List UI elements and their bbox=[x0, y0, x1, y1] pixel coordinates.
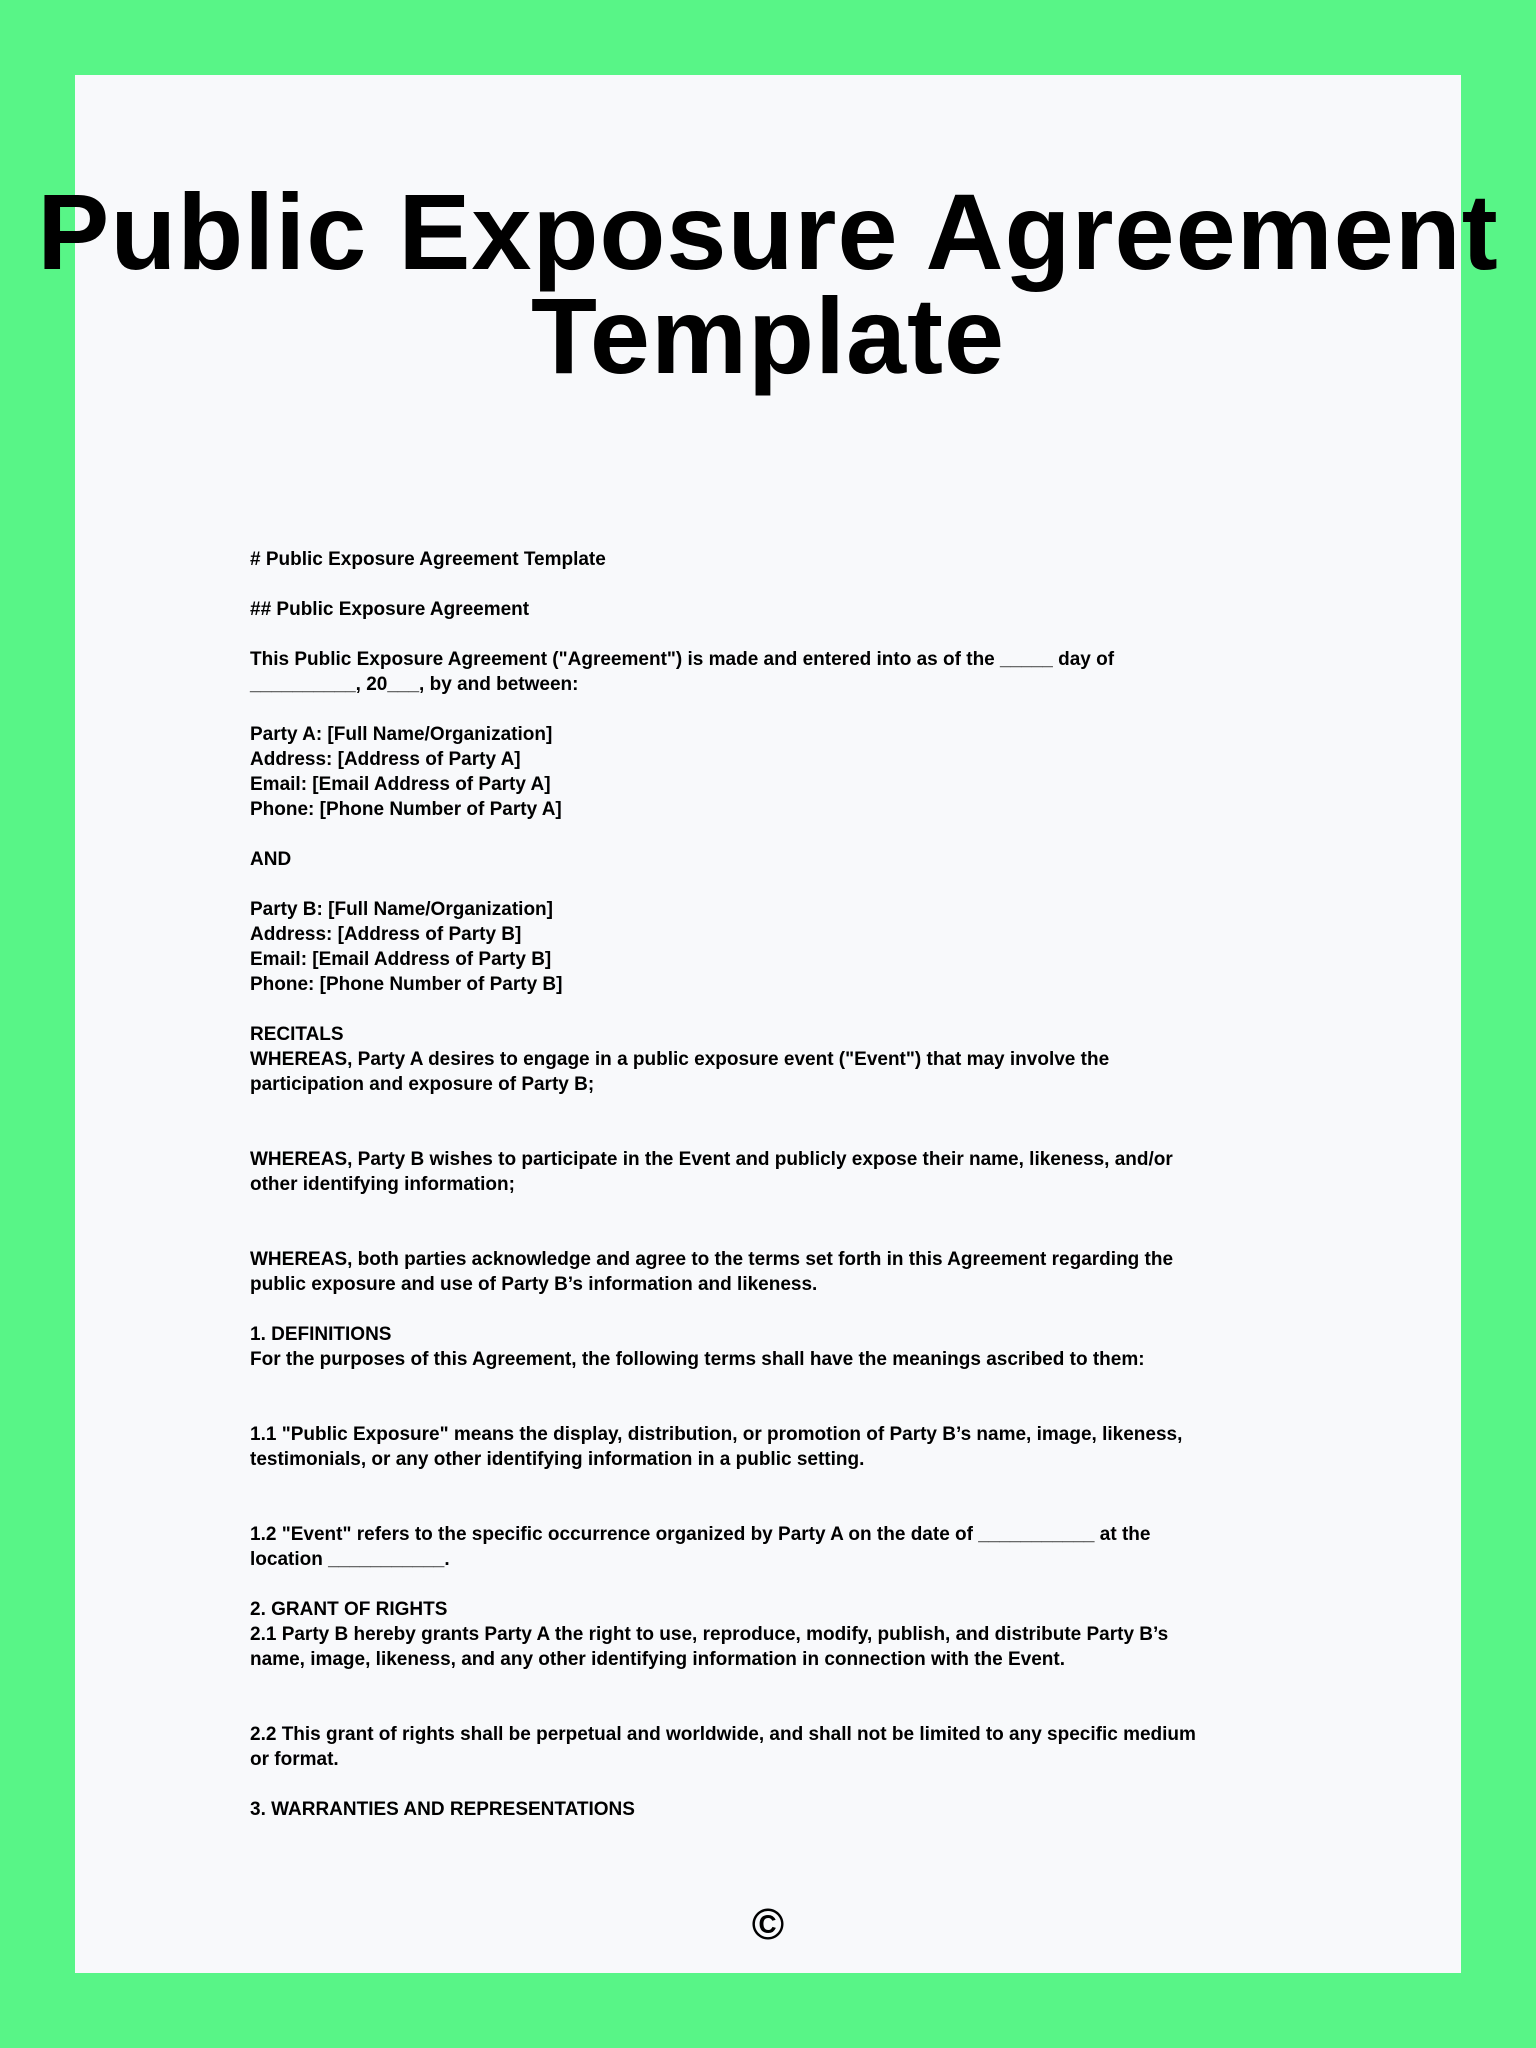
grant-2-2: 2.2 This grant of rights shall be perpetual and worldwide, and shall not be limited to any specific medium bbox=[250, 1724, 1196, 1745]
party-a-phone: Phone: [Phone Number of Party A] bbox=[250, 799, 562, 820]
definition-1-1: 1.1 "Public Exposure" means the display, distribution, or promotion of Party B’s name, image, likeness, bbox=[250, 1424, 1183, 1445]
whereas-clause: WHEREAS, Party B wishes to participate in the Event and publicly expose their name, likeness, and/or bbox=[250, 1149, 1173, 1170]
intro-line: This Public Exposure Agreement ("Agreement") is made and entered into as of the _____ day of bbox=[250, 649, 1115, 670]
whereas-clause: WHEREAS, Party A desires to engage in a public exposure event ("Event") that may involve the bbox=[250, 1049, 1110, 1070]
party-a-address: Address: [Address of Party A] bbox=[250, 749, 521, 770]
definitions-intro: For the purposes of this Agreement, the following terms shall have the meanings ascribed to them: bbox=[250, 1349, 1145, 1370]
party-b-address: Address: [Address of Party B] bbox=[250, 924, 522, 945]
grant-2-1: name, image, likeness, and any other identifying information in connection with the Event. bbox=[250, 1649, 1066, 1670]
markdown-heading-2: ## Public Exposure Agreement bbox=[250, 599, 530, 620]
copyright-icon: © bbox=[751, 1900, 785, 1949]
party-b-email: Email: [Email Address of Party B] bbox=[250, 949, 552, 970]
recitals-heading: RECITALS bbox=[250, 1024, 344, 1045]
whereas-clause: participation and exposure of Party B; bbox=[250, 1074, 595, 1095]
grant-2-1: 2.1 Party B hereby grants Party A the right to use, reproduce, modify, publish, and distribute Party B’s bbox=[250, 1624, 1169, 1645]
grant-2-2: or format. bbox=[250, 1749, 339, 1770]
whereas-clause: public exposure and use of Party B’s information and likeness. bbox=[250, 1274, 818, 1295]
party-a-email: Email: [Email Address of Party A] bbox=[250, 774, 551, 795]
definition-1-2: location ___________. bbox=[250, 1549, 450, 1570]
party-a-name: Party A: [Full Name/Organization] bbox=[250, 724, 553, 745]
whereas-clause: other identifying information; bbox=[250, 1174, 515, 1195]
agreement-body bbox=[250, 547, 1290, 1822]
party-b-name: Party B: [Full Name/Organization] bbox=[250, 899, 553, 920]
title-line-1: Public Exposure Agreement bbox=[37, 171, 1499, 292]
definitions-heading: 1. DEFINITIONS bbox=[250, 1324, 392, 1345]
whereas-clause: WHEREAS, both parties acknowledge and agree to the terms set forth in this Agreement regarding the bbox=[250, 1249, 1174, 1270]
markdown-heading-1: # Public Exposure Agreement Template bbox=[250, 549, 606, 570]
grant-heading: 2. GRANT OF RIGHTS bbox=[250, 1599, 448, 1620]
definition-1-1: testimonials, or any other identifying information in a public setting. bbox=[250, 1449, 865, 1470]
party-b-phone: Phone: [Phone Number of Party B] bbox=[250, 974, 563, 995]
title-line-2: Template bbox=[530, 275, 1006, 396]
page-title bbox=[0, 171, 1536, 396]
definition-1-2: 1.2 "Event" refers to the specific occurrence organized by Party A on the date of ___________ at the bbox=[250, 1524, 1151, 1545]
intro-line: __________, 20___, by and between: bbox=[250, 674, 579, 695]
and-separator: AND bbox=[250, 849, 292, 870]
warranties-heading: 3. WARRANTIES AND REPRESENTATIONS bbox=[250, 1799, 635, 1820]
